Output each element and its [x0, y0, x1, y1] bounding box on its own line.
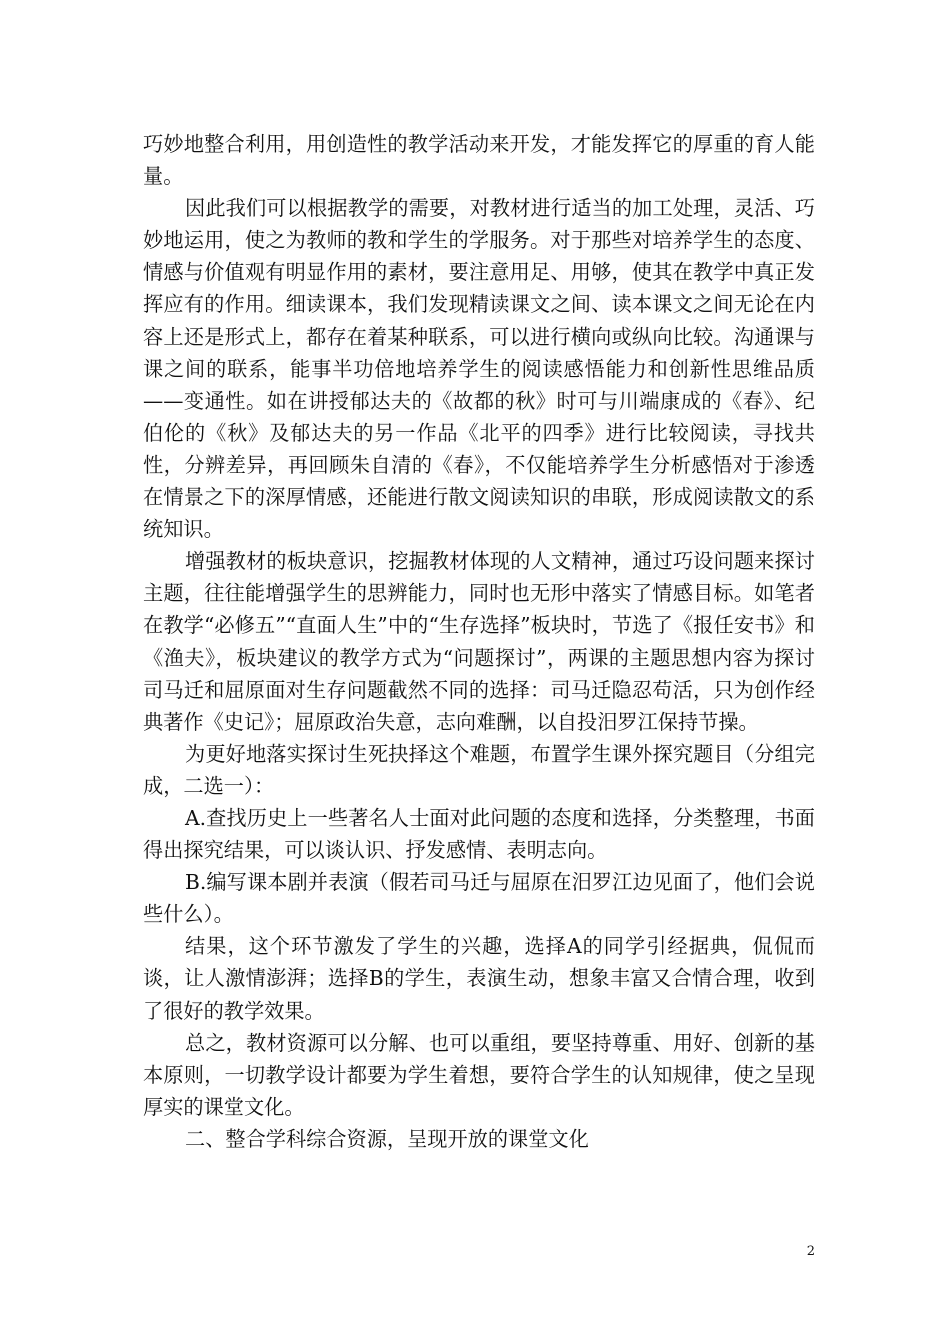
page-number: 2: [806, 1244, 815, 1259]
paragraph-3: 增强教材的板块意识，挖掘教材体现的人文精神，通过巧设问题来探讨主题，往往能增强学生的思辨能力，同时也无形中落实了情感目标。如笔者在教学“必修五”“直面人生”中的“生存选择”板块时，节选了《报任安书》和《渔夫》，板块建议的教学方式为“问题探讨”，两课的主题思想内容为探讨司马迁和屈原面对生存问题截然不同的选择：司马迁隐忍苟活，只为创作经典著作《史记》；屈原政治失意，志向难酬，以自投汨罗江保持节操。: [143, 549, 815, 734]
paragraph-4: 为更好地落实探讨生死抉择这个难题，布置学生课外探究题目（分组完成，二选一）：: [143, 741, 815, 798]
section-heading: 二、整合学科综合资源，呈现开放的课堂文化: [185, 1126, 589, 1151]
paragraph-2: 因此我们可以根据教学的需要，对教材进行适当的加工处理，灵活、巧妙地运用，使之为教师的教和学生的学服务。对于那些对培养学生的态度、情感与价值观有明显作用的素材，要注意用足、用够，使其在教学中真正发挥应有的作用。细读课本，我们发现精读课文之间、读本课文之间无论在内容上还是形式上，都存在着某种联系，可以进行横向或纵向比较。沟通课与课之间的联系，能事半功倍地培养学生的阅读感悟能力和创新性思维品质——变通性。如在讲授郁达夫的《故都的秋》时可与川端康成的《春》、纪伯伦的《秋》及郁达夫的另一作品《北平的四季》进行比较阅读，寻找共性，分辨差异，再回顾朱自清的《春》，不仅能培养学生分析感悟对于渗透在情景之下的深厚情感，还能进行散文阅读知识的串联，形成阅读散文的系统知识。: [143, 196, 815, 542]
paragraph-summary: 总之，教材资源可以分解、也可以重组，要坚持尊重、用好、创新的基本原则，一切教学设计都要为学生着想，要符合学生的认知规律，使之呈现厚实的课堂文化。: [143, 1030, 815, 1119]
page-body: [143, 128, 815, 1155]
paragraph-option-b: B.编写课本剧并表演（假若司马迁与屈原在汨罗江边见面了，他们会说些什么）。: [143, 870, 815, 927]
paragraph-option-a: A.查找历史上一些著名人士面对此问题的态度和选择，分类整理，书面得出探究结果，可以谈认识、抒发感情、表明志向。: [143, 805, 815, 863]
paragraph-1: 巧妙地整合利用，用创造性的教学活动来开发，才能发挥它的厚重的育人能量。: [143, 132, 815, 189]
paragraph-result: 结果，这个环节激发了学生的兴趣，选择A的同学引经据典，侃侃而谈，让人激情澎湃；选择B的学生，表演生动，想象丰富又合情合理，收到了很好的教学效果。: [143, 934, 815, 1023]
